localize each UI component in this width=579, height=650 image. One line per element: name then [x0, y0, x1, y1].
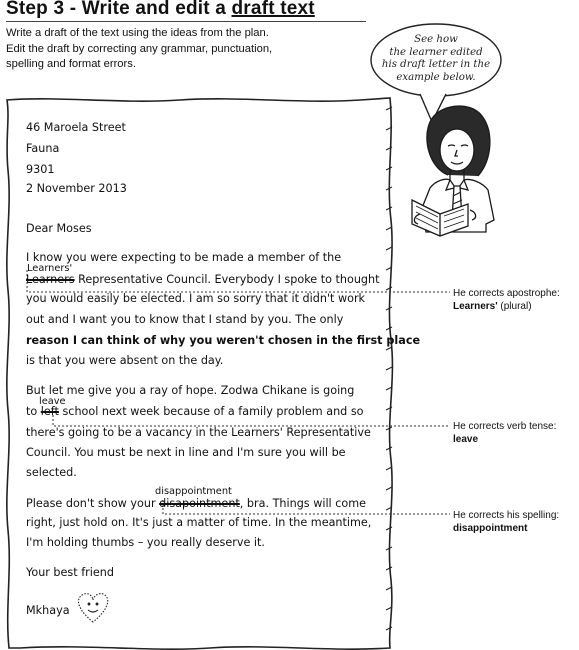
title-prefix: Step 3 - Write and edit a [6, 0, 232, 19]
bubble-line: the learner edited [389, 46, 483, 58]
crossed-word: Learners [26, 273, 75, 286]
intro-line: spelling and format errors. [6, 58, 136, 70]
letter-line: But let me give you a ray of hope. Zodwa Chikane is going [26, 384, 355, 397]
letter-line: there's going to be a vacancy in the Learners' Representative [26, 426, 371, 439]
letter-line: selected. [26, 466, 77, 479]
crossed-word: disapointment [159, 497, 240, 510]
address-line: Fauna [26, 142, 60, 155]
correction-leave: leave [39, 396, 66, 407]
note-spelling [453, 510, 559, 535]
letter-line [26, 273, 380, 286]
salutation: Dear Moses [26, 222, 92, 235]
note-verb-tense [453, 421, 556, 446]
address-line: 46 Maroela Street [26, 121, 126, 134]
line-rest: Representative Council. Everybody I spoke to thought [74, 273, 380, 286]
note-detail: (plural) [497, 300, 532, 312]
letter-line: Council. You must be next in line and I'm sure you will be [26, 446, 346, 459]
line-start: Please don't show your [26, 497, 160, 510]
note-value: Learners' [453, 300, 498, 312]
correction-disappointment: disappointment [155, 486, 232, 497]
line-rest: , bra. Things will come [239, 497, 366, 510]
letter-line: is that you were absent on the day. [26, 354, 224, 367]
address-line: 9301 [26, 163, 55, 176]
letter-date: 2 November 2013 [26, 182, 127, 195]
signature: Mkhaya [26, 604, 70, 617]
note-label: He corrects apostrophe: [453, 288, 560, 299]
note-label: He corrects his spelling: [453, 510, 560, 521]
letter-line: you would easily be elected. I am so sorry that it didn't work [26, 292, 366, 305]
crossed-word: left [40, 405, 59, 418]
intro-line: Write a draft of the text using the ideas from the plan. [6, 27, 269, 39]
letter-line [26, 405, 364, 418]
correction-learners: Learners' [27, 263, 73, 274]
note-value: disappointment [453, 522, 528, 534]
letter-line: I'm holding thumbs – you really deserve it. [26, 536, 265, 549]
note-value: leave [453, 433, 479, 445]
bubble-line: example below. [396, 71, 476, 83]
title-link: draft text [231, 0, 315, 19]
bubble-line: his draft letter in the [381, 59, 491, 70]
line-rest: school next week because of a family problem and so [58, 405, 364, 418]
note-apostrophe [453, 288, 560, 313]
letter-line: reason I can think of why you weren't chosen in the first place [26, 334, 421, 347]
letter-line: out and I want you to know that I stand by you. The only [26, 313, 344, 326]
letter-line [26, 497, 366, 510]
note-label: He corrects verb tense: [453, 421, 557, 432]
bubble-line: See how [414, 34, 458, 45]
closing: Your best friend [26, 566, 114, 579]
letter-line: I know you were expecting to be made a member of the [26, 251, 342, 264]
intro-line: Edit the draft by correcting any grammar, punctuation, [6, 42, 273, 55]
line-start: to [26, 405, 41, 418]
letter-line: right, just hold on. It's just a matter of time. In the meantime, [26, 516, 372, 529]
